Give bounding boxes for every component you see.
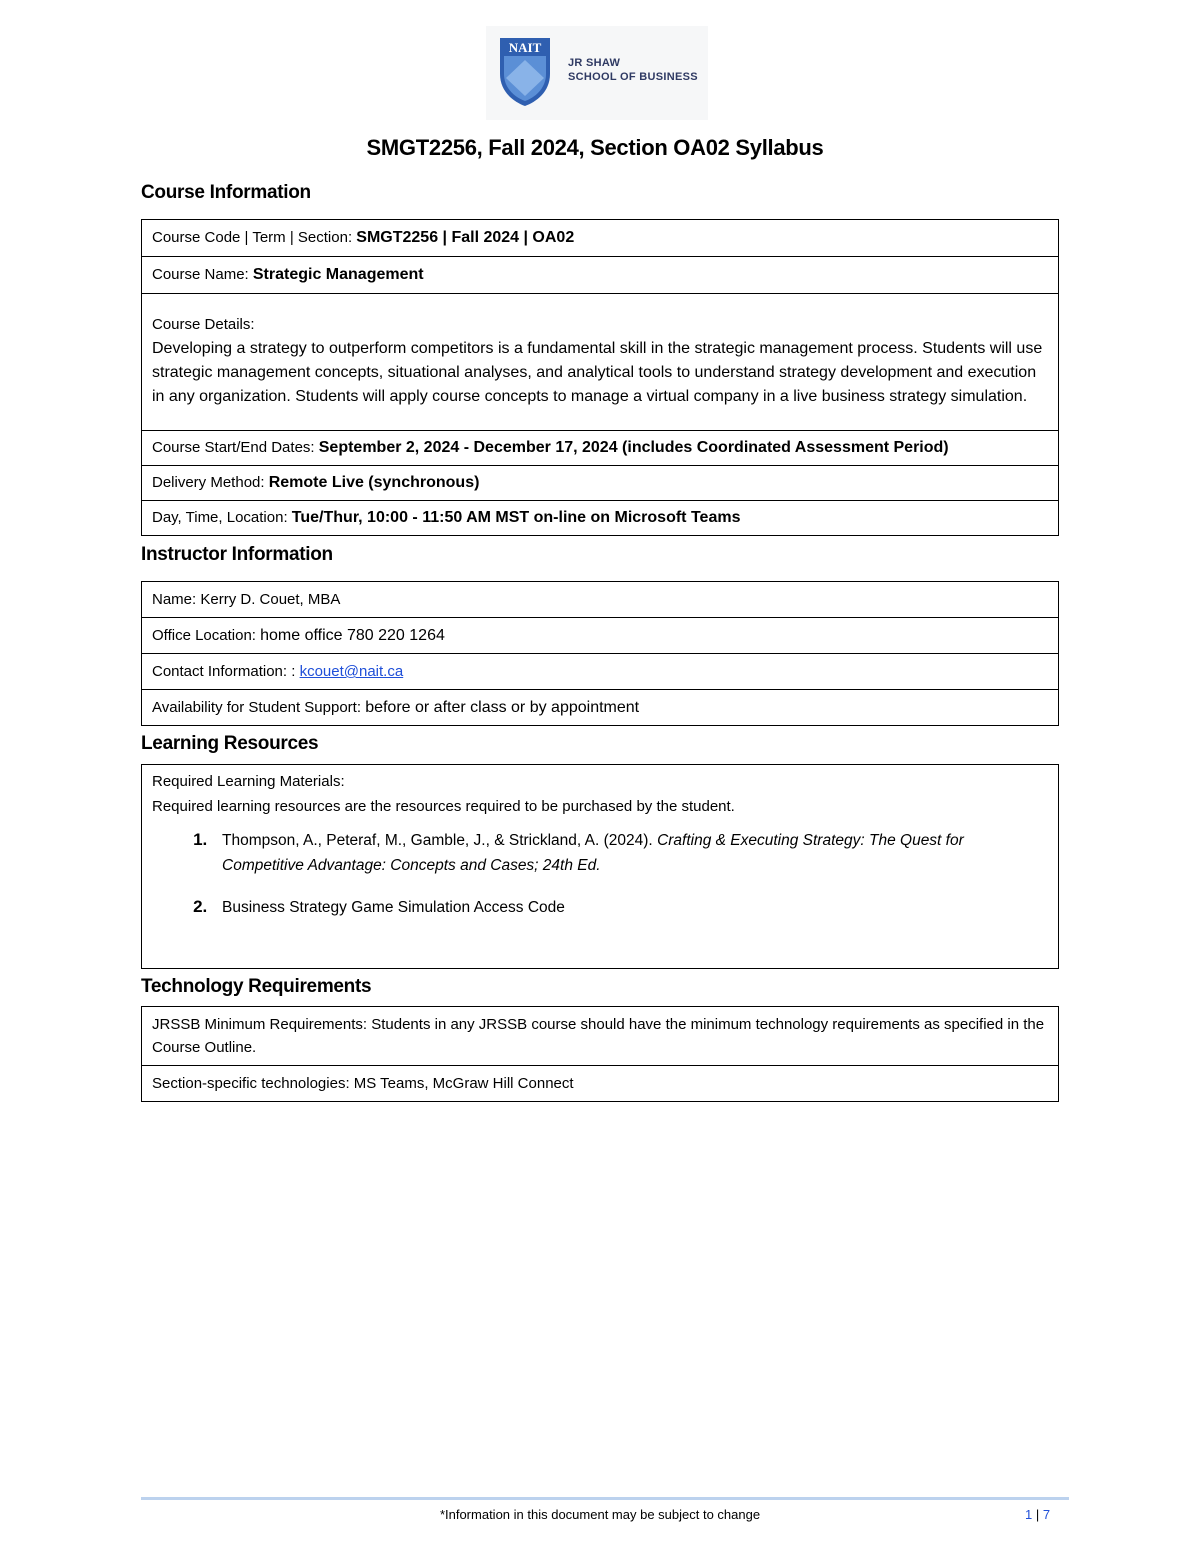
- section-technologies-row: [142, 1066, 1059, 1102]
- schedule-row: [142, 501, 1059, 536]
- course-dates-value: September 2, 2024 - December 17, 2024 (includes Coordinated Assessment Period): [318, 439, 949, 456]
- instructor-info-heading: Instructor Information: [141, 544, 333, 565]
- course-dates-row: [142, 431, 1059, 466]
- materials-description: Required learning resources are the resources required to be purchased by the student.: [152, 798, 735, 815]
- nait-shield-icon: [496, 34, 554, 108]
- page-total: 7: [1042, 1507, 1051, 1522]
- textbook-title: Crafting & Executing Strategy: The Quest for Competitive Advantage: Concepts and Cases; 24th Ed.: [222, 832, 964, 874]
- delivery-method-row: [142, 466, 1059, 501]
- course-name-label: Course Name:: [152, 266, 249, 283]
- availability-value: before or after class or by appointment: [365, 698, 640, 716]
- textbook-citation: Thompson, A., Peteraf, M., Gamble, J., & Strickland, A. (2024).: [222, 832, 653, 849]
- instructor-name-row: [142, 582, 1059, 618]
- materials-label: Required Learning Materials:: [152, 773, 345, 790]
- learning-resources-table: [141, 764, 1059, 969]
- instructor-name-value: Kerry D. Couet, MBA: [200, 591, 341, 608]
- office-location-label: Office Location:: [152, 626, 256, 644]
- office-location-row: [142, 618, 1059, 654]
- learning-resources-heading: Learning Resources: [141, 733, 319, 754]
- course-info-table: [141, 219, 1059, 536]
- list-item: [212, 827, 1048, 878]
- schedule-label: Day, Time, Location:: [152, 509, 288, 526]
- course-name-row: [142, 257, 1059, 294]
- logo-line-1: JR SHAW: [568, 57, 621, 69]
- page-title: SMGT2256, Fall 2024, Section OA02 Syllabus: [366, 135, 824, 160]
- course-code-value: SMGT2256 | Fall 2024 | OA02: [356, 229, 575, 246]
- schedule-value: Tue/Thur, 10:00 - 11:50 AM MST on-line on Microsoft Teams: [291, 509, 741, 526]
- page-current: 1: [1025, 1507, 1033, 1522]
- logo-line-2: SCHOOL OF BUSINESS: [568, 71, 698, 83]
- contact-row: [142, 654, 1059, 690]
- course-code-row: [142, 220, 1059, 257]
- instructor-name-label: Name:: [152, 591, 197, 608]
- materials-list: [152, 827, 1048, 920]
- availability-row: [142, 690, 1059, 726]
- course-info-heading: Course Information: [141, 182, 311, 203]
- delivery-method-value: Remote Live (synchronous): [268, 474, 480, 491]
- course-details-label: Course Details:: [152, 315, 255, 333]
- technology-table: [141, 1006, 1059, 1102]
- page-separator: |: [1035, 1507, 1040, 1522]
- course-code-label: Course Code | Term | Section:: [152, 229, 353, 246]
- course-name-value: Strategic Management: [252, 266, 424, 283]
- contact-label: Contact Information: :: [152, 663, 296, 680]
- course-details-text: Developing a strategy to outperform competitors is a fundamental skill in the strategic management process. Students will use strategic management concepts, situational analyses, and analytical tools to understand strategy development and execution in any organization. Students will apply course concepts to manage a virtual company in a live business strategy simulation.: [152, 339, 1043, 405]
- page-number: [1025, 1507, 1050, 1522]
- school-logo: [486, 26, 708, 120]
- footer-note: *Information in this document may be subject to change: [439, 1507, 761, 1522]
- footer-rule: [141, 1497, 1069, 1500]
- course-details-row: [142, 294, 1059, 431]
- delivery-method-label: Delivery Method:: [152, 474, 265, 491]
- availability-label: Availability for Student Support:: [152, 698, 362, 716]
- contact-email-link[interactable]: kcouet@nait.ca: [299, 663, 404, 680]
- simulation-code: Business Strategy Game Simulation Access Code: [222, 899, 565, 916]
- jrssb-requirements-text: JRSSB Minimum Requirements: Students in any JRSSB course should have the minimum technology requirements as specified in the Course Outline.: [152, 1016, 1045, 1056]
- jrssb-requirements-row: [142, 1007, 1059, 1066]
- instructor-info-table: [141, 581, 1059, 726]
- office-location-value: home office 780 220 1264: [260, 626, 445, 644]
- list-item: [212, 894, 1048, 920]
- technology-heading: Technology Requirements: [141, 976, 372, 997]
- section-technologies-text: Section-specific technologies: MS Teams, McGraw Hill Connect: [152, 1075, 574, 1092]
- materials-row: [142, 765, 1059, 969]
- emblem-text: NAIT: [508, 40, 542, 55]
- course-dates-label: Course Start/End Dates:: [152, 439, 315, 456]
